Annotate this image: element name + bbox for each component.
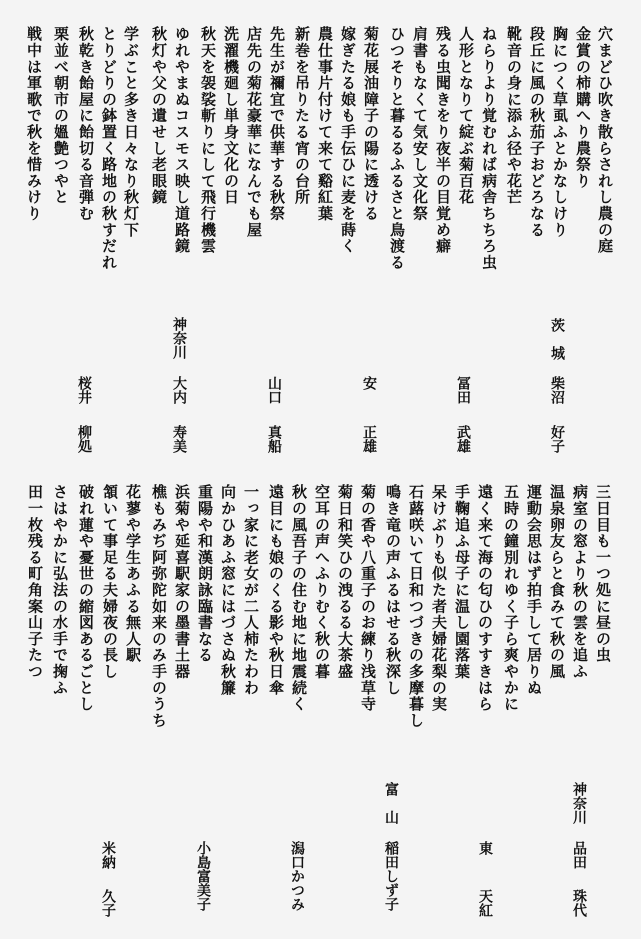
haiku: 嫁ぎたる娘も手伝ひに麦を蒔く — [339, 26, 357, 255]
haiku: 五時の鐘別れゆく子ら爽やかに — [502, 484, 520, 713]
author-name — [289, 841, 305, 911]
author-name — [76, 376, 92, 404]
haiku: 穴まどひ吹き散らされし農の庭 — [596, 26, 614, 255]
haiku: 遠目にも娘のくる影や秋日傘 — [267, 484, 285, 696]
haiku: 田一枚残る町角案山子たつ — [26, 484, 44, 680]
haiku: 手鞠追ふ母子に温し園落葉 — [453, 484, 471, 680]
author-given: 柳処 — [76, 425, 92, 453]
haiku: 温泉卵友らと食みて秋の風 — [548, 484, 566, 680]
haiku: 店先の菊花豪華になんでも屋 — [245, 26, 263, 238]
author-name — [76, 425, 92, 453]
author-prefecture: 神奈川 — [571, 782, 587, 824]
author-name — [571, 889, 587, 917]
haiku: 戦中は軍歌で秋を惜みけり — [25, 26, 43, 222]
author-given: 久子 — [100, 889, 116, 917]
haiku: 呆けぶりも似た者夫婦花梨の実 — [430, 484, 448, 713]
haiku: 鳴き竜の声ふるはせる秋深し — [384, 484, 402, 696]
author-name — [477, 841, 493, 855]
haiku: 洗濯機廻し単身文化の日 — [222, 26, 240, 206]
haiku: 秋灯や父の遺せし老眼鏡 — [150, 26, 168, 206]
author-name — [383, 841, 399, 911]
author-name — [171, 425, 187, 453]
author-credit — [171, 317, 187, 359]
author-credit — [571, 782, 587, 824]
author-surname: 稲田 — [383, 841, 399, 869]
haiku: 靴音の身に添ふ径や花芒 — [505, 26, 523, 206]
author-surname: 小島 — [195, 841, 211, 869]
author-name — [549, 425, 565, 453]
author-name — [455, 425, 471, 453]
author-given: 好子 — [549, 425, 565, 453]
haiku: 農仕事片付けて来て谿紅葉 — [316, 26, 334, 222]
author-name — [171, 376, 187, 404]
haiku: ひつそりと暮るるふるさと鳥渡る — [388, 26, 406, 271]
haiku: 破れ蓮や憂世の縮図あるごとし — [77, 484, 95, 713]
haiku: 先生が禰宜で供華する秋祭 — [268, 26, 286, 222]
author-name — [266, 425, 282, 453]
author-surname: 潟口 — [289, 841, 305, 869]
author-credit — [383, 782, 399, 838]
haiku: ねらりより覚むれば病舎ちちろ虫 — [480, 26, 498, 271]
author-name — [455, 376, 471, 404]
author-given: 武雄 — [455, 425, 471, 453]
haiku: 段丘に風の秋茄子おどろなる — [528, 26, 546, 238]
haiku: ゆれやまぬコスモス映し道路鏡 — [173, 26, 191, 255]
haiku: 頷いて事足る夫婦夜の長し — [101, 484, 119, 680]
author-name — [361, 376, 377, 390]
author-surname: 柴沼 — [549, 376, 565, 404]
author-surname: 山口 — [266, 376, 282, 404]
author-name — [195, 841, 211, 911]
author-credit — [549, 318, 565, 374]
haiku: 花蓼や学生あふる無人駅 — [124, 484, 142, 664]
haiku: 菊の香や八重子のお練り浅草寺 — [359, 484, 377, 713]
author-name — [361, 425, 377, 453]
haiku: 運動会思はず拍手して居りぬ — [525, 484, 543, 696]
haiku: 肩書もなくて気安し文化祭 — [411, 26, 429, 222]
haiku: 浜菊や延喜駅家の墨書土器 — [173, 484, 191, 680]
author-surname: 米納 — [100, 841, 116, 869]
author-given: しず子 — [383, 869, 399, 911]
author-given: 寿美 — [171, 425, 187, 453]
author-given: 天紅 — [477, 889, 493, 917]
author-surname: 品田 — [571, 841, 587, 869]
author-name — [266, 376, 282, 404]
author-name — [100, 841, 116, 869]
haiku: 石蕗咲いて日和つづきの多摩暮し — [407, 484, 425, 729]
haiku: 胸につく草虱ふとかなしけり — [551, 26, 569, 238]
author-given: 珠代 — [571, 889, 587, 917]
haiku: 病室の窓より秋の雲を追ふ — [571, 484, 589, 680]
author-surname: 安 — [361, 376, 377, 390]
haiku: 三日目も一つ処に昼の虫 — [594, 484, 612, 664]
author-prefecture: 富山 — [383, 782, 399, 838]
author-surname: 冨田 — [455, 376, 471, 404]
haiku: 秋の風吾子の住む地に地震続く — [290, 484, 308, 713]
author-name — [477, 889, 493, 917]
haiku: 遠く来て海の匂ひのすすきはら — [476, 484, 494, 713]
author-surname: 桜井 — [76, 376, 92, 404]
haiku: 新巻を吊りたる宵の台所 — [293, 26, 311, 206]
haiku: 金賞の柿購へり農祭り — [574, 26, 592, 189]
haiku: 菊日和笑ひの洩るる大茶盛 — [336, 484, 354, 680]
haiku: 向かひあふ窓にはづさぬ秋簾 — [219, 484, 237, 696]
haiku: 秋天を袈裟斬りにして飛行機雲 — [199, 26, 217, 255]
haiku: 空耳の声へふりむく秋の暮 — [313, 484, 331, 680]
author-surname: 大内 — [171, 376, 187, 404]
haiku: 秋乾き飴屋に飴切る音弾む — [77, 26, 95, 222]
author-name — [100, 889, 116, 917]
haiku: 残る虫聞きをり夜半の目覚め癖 — [434, 26, 452, 255]
haiku: 樵もみぢ阿弥陀如来のみ手のうち — [150, 484, 168, 729]
haiku: 学ぶこと多き日々なり秋灯下 — [122, 26, 140, 238]
author-given: 真船 — [266, 425, 282, 453]
author-given: かつみ — [289, 869, 305, 911]
author-given: 正雄 — [361, 425, 377, 453]
author-name — [571, 841, 587, 869]
author-surname: 東 — [477, 841, 493, 855]
author-prefecture: 神奈川 — [171, 317, 187, 359]
haiku: 菊花展油障子の陽に透ける — [362, 26, 380, 222]
haiku: とりどりの鉢置く路地の秋すだれ — [100, 26, 118, 271]
author-prefecture: 茨城 — [549, 318, 565, 374]
author-given: 富美子 — [195, 869, 211, 911]
haiku: 一っ家に老女が二人柿たわわ — [242, 484, 260, 696]
haiku: 栗並べ朝市の媼艶つやと — [52, 26, 70, 206]
haiku: 重陽や和漢朗詠臨書なる — [196, 484, 214, 664]
haiku: 人形となりて綻ぶ菊百花 — [457, 26, 475, 206]
haiku: さはやかに弘法の水手で掬ふ — [51, 484, 69, 696]
author-name — [549, 376, 565, 404]
